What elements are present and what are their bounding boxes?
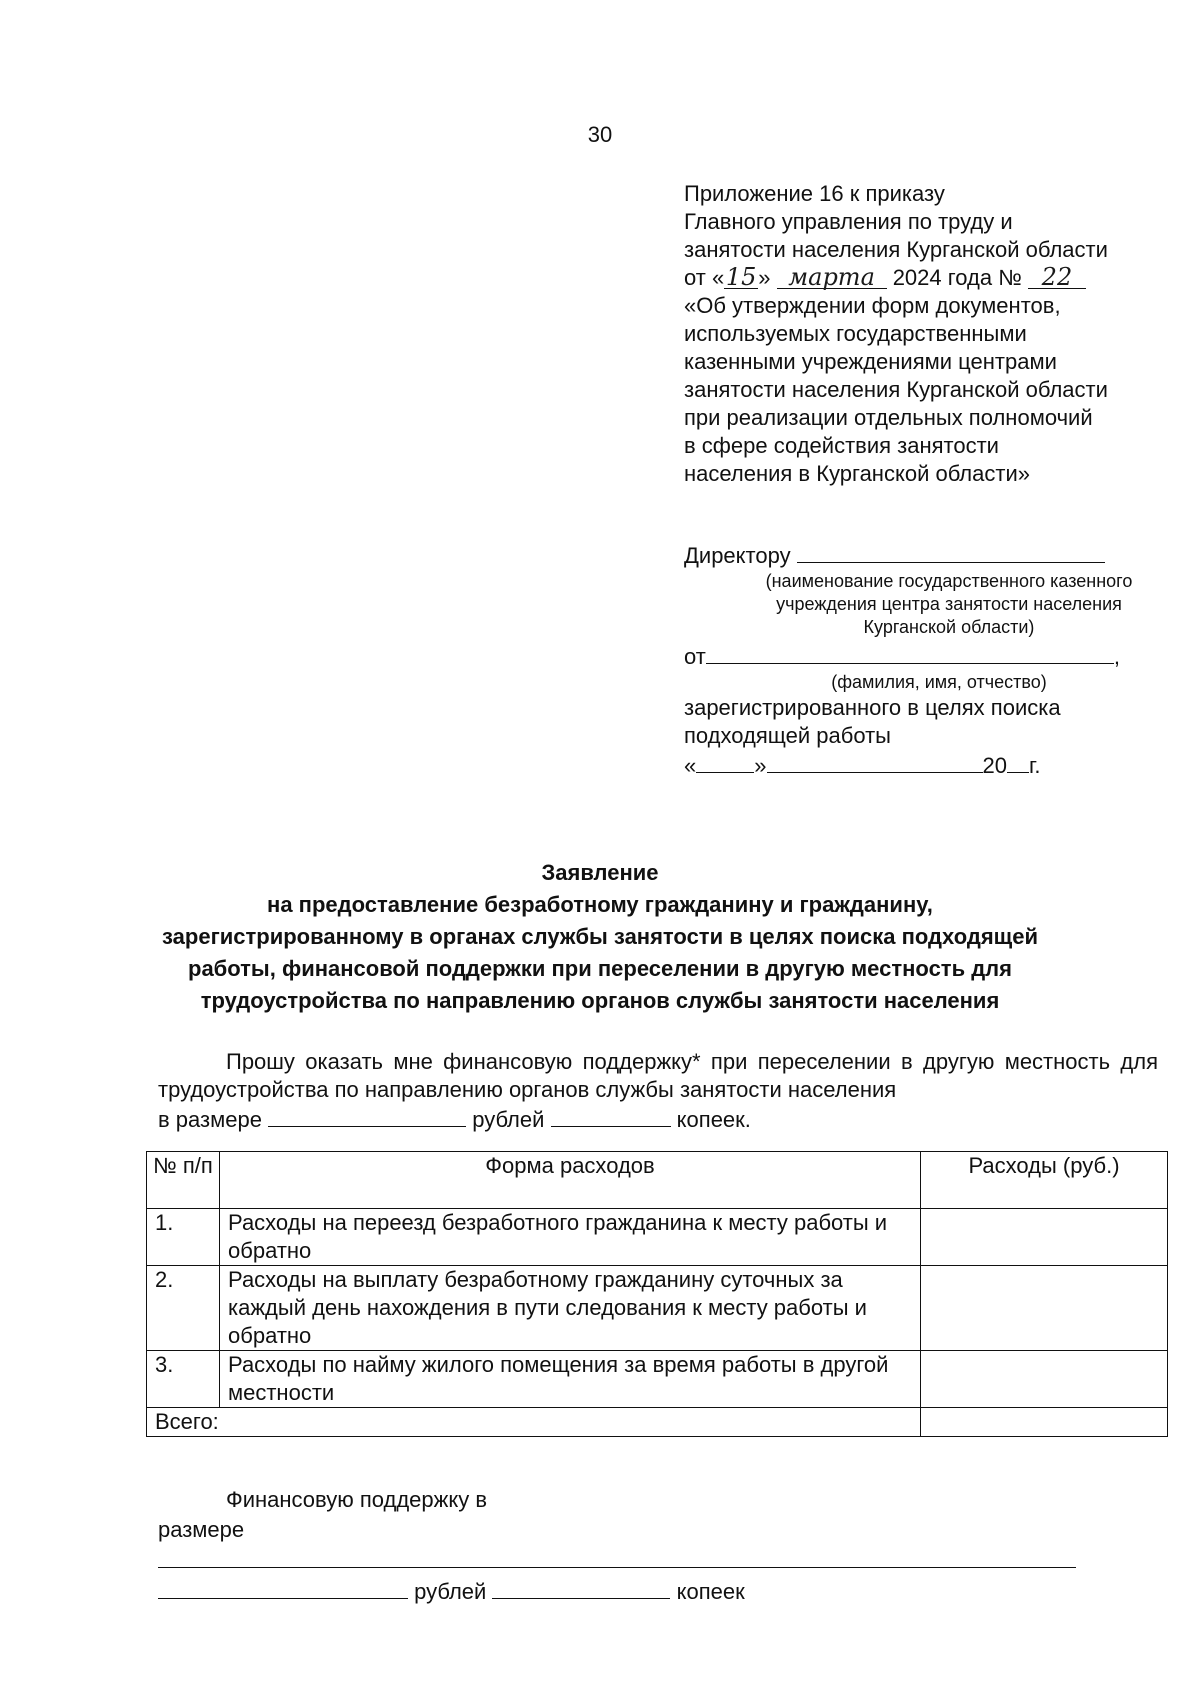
registered-line: зарегистрированного в целях поиска xyxy=(684,695,1061,720)
rubles-label: рублей xyxy=(472,1107,545,1132)
total-amount-cell[interactable] xyxy=(921,1408,1168,1437)
order-number-handwritten: 22 xyxy=(1028,266,1086,289)
addressee-block xyxy=(684,540,1184,780)
row-num: 3. xyxy=(147,1351,220,1408)
appendix-line: Главного управления по труду и xyxy=(684,209,1013,234)
table-row xyxy=(147,1351,1168,1408)
request-paragraph xyxy=(158,1048,1158,1134)
appendix-date-line xyxy=(684,264,1184,292)
caption-line: Курганской области) xyxy=(863,617,1035,637)
appendix-line: Приложение 16 к приказу xyxy=(684,181,945,206)
date-year-prefix: 20 xyxy=(982,753,1007,778)
closing-line: Финансовую поддержку в xyxy=(226,1487,488,1512)
table-row xyxy=(147,1209,1168,1266)
appendix-line: казенными учреждениями центрами xyxy=(684,349,1057,374)
director-label: Директору xyxy=(684,543,791,568)
header-amount: Расходы (руб.) xyxy=(921,1152,1168,1209)
row-form: Расходы на выплату безработному гражданину суточных за каждый день нахождения в пути следования к месту работы и обратно xyxy=(220,1266,921,1351)
date-suffix: г. xyxy=(1028,753,1041,778)
title-line: трудоустройства по направлению органов службы занятости населения xyxy=(200,988,1000,1013)
document-title xyxy=(150,857,1050,1017)
closing-currency-line xyxy=(158,1576,1158,1607)
date-mid: » xyxy=(758,265,771,290)
registration-year-input[interactable] xyxy=(1007,750,1029,773)
appendix-line: используемых государственными xyxy=(684,321,1027,346)
registration-date-line xyxy=(684,750,1184,780)
director-line xyxy=(684,540,1184,570)
table-row xyxy=(147,1266,1168,1351)
rubles-input-line[interactable] xyxy=(268,1104,466,1127)
director-caption xyxy=(684,570,1184,639)
closing-amount-input-line[interactable] xyxy=(158,1545,1076,1568)
title-line: зарегистрированному в органах службы занятости в целях поиска подходящей xyxy=(162,924,1038,949)
kopecks-input-line[interactable] xyxy=(551,1104,671,1127)
page-number: 30 xyxy=(587,122,613,147)
row-amount-cell[interactable] xyxy=(921,1266,1168,1351)
director-input-line[interactable] xyxy=(797,540,1105,563)
closing-rubles-label: рублей xyxy=(414,1579,487,1604)
total-label: Всего: xyxy=(147,1408,921,1437)
request-amount-line xyxy=(158,1104,1158,1134)
date-open-quote: « xyxy=(684,753,697,778)
size-label: в размере xyxy=(158,1107,262,1132)
from-input-line[interactable] xyxy=(706,641,1114,664)
request-text: Прошу оказать мне финансовую поддержку* при переселении в другую местность для трудоустройства по направлению органов службы занятости населения xyxy=(158,1049,1158,1102)
title-line: Заявление xyxy=(541,860,659,885)
closing-kopecks-input-line[interactable] xyxy=(492,1576,670,1599)
date-prefix: от « xyxy=(684,265,725,290)
row-num: 1. xyxy=(147,1209,220,1266)
appendix-line: населения в Курганской области» xyxy=(684,461,1030,486)
registration-day-input[interactable] xyxy=(696,750,754,773)
closing-block xyxy=(158,1485,1158,1607)
date-close-quote: » xyxy=(754,753,767,778)
table-total-row xyxy=(147,1408,1168,1437)
caption-line: (наименование государственного казенного xyxy=(765,571,1133,591)
from-label: от xyxy=(684,644,706,669)
registration-month-input[interactable] xyxy=(767,750,983,773)
date-day-handwritten: 15 xyxy=(725,263,757,291)
title-line: на предоставление безработному гражданину и гражданину, xyxy=(267,892,933,917)
row-amount-cell[interactable] xyxy=(921,1209,1168,1266)
table-header-row xyxy=(147,1152,1168,1209)
appendix-line: в сфере содействия занятости xyxy=(684,433,999,458)
from-line xyxy=(684,641,1184,671)
kopecks-label: копеек. xyxy=(676,1107,751,1132)
registered-line: подходящей работы xyxy=(684,723,891,748)
row-form: Расходы на переезд безработного гражданина к месту работы и обратно xyxy=(220,1209,921,1266)
header-num: № п/п xyxy=(147,1152,220,1209)
appendix-line: занятости населения Курганской области xyxy=(684,237,1108,262)
row-form: Расходы по найму жилого помещения за время работы в другой местности xyxy=(220,1351,921,1408)
appendix-line: при реализации отдельных полномочий xyxy=(684,405,1093,430)
date-month-handwritten: марта xyxy=(777,266,887,289)
appendix-line: «Об утверждении форм документов, xyxy=(684,293,1061,318)
date-year-text: 2024 года № xyxy=(892,265,1022,290)
expenses-table xyxy=(146,1151,1168,1437)
closing-rubles-input-line[interactable] xyxy=(158,1576,408,1599)
from-comma: , xyxy=(1113,644,1120,669)
caption-line: учреждения центра занятости населения xyxy=(776,594,1122,614)
appendix-line: занятости населения Курганской области xyxy=(684,377,1108,402)
row-amount-cell[interactable] xyxy=(921,1351,1168,1408)
closing-kopecks-label: копеек xyxy=(676,1579,745,1604)
row-num: 2. xyxy=(147,1266,220,1351)
appendix-block xyxy=(684,180,1184,488)
closing-size-label: размере xyxy=(158,1517,245,1542)
from-caption: (фамилия, имя, отчество) xyxy=(831,672,1047,692)
header-form: Форма расходов xyxy=(220,1152,921,1209)
title-line: работы, финансовой поддержки при переселении в другую местность для xyxy=(188,956,1012,981)
closing-amount-line xyxy=(158,1515,1158,1576)
